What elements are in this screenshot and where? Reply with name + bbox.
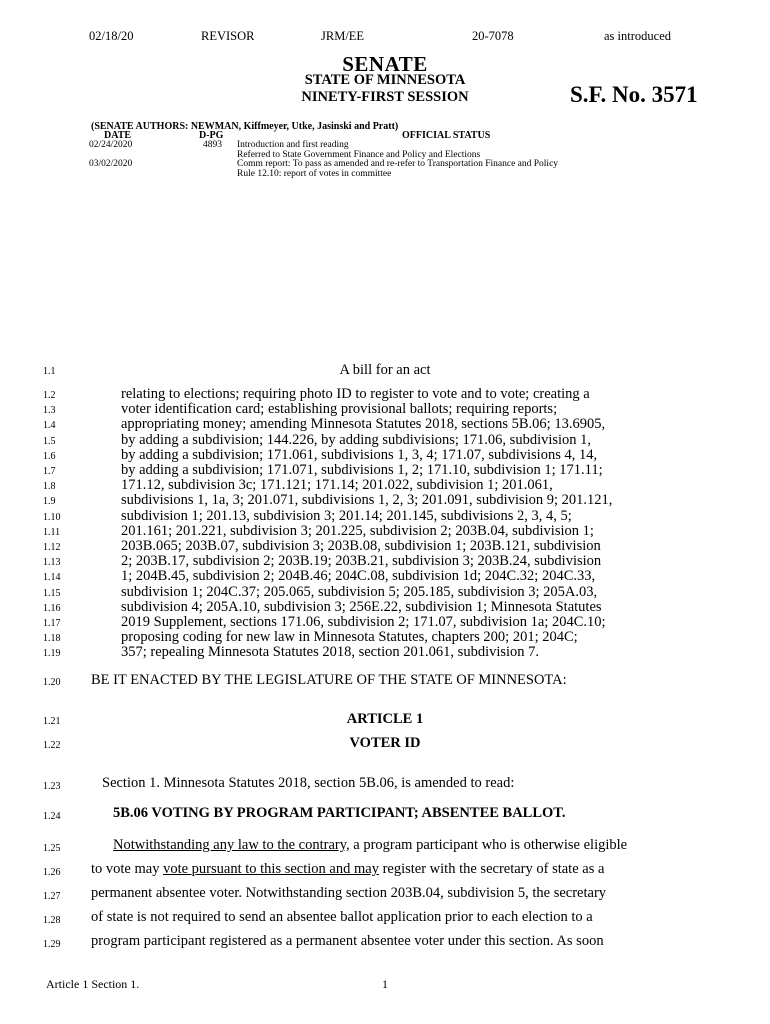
line-number: 1.1 [43,366,56,377]
description-line: 201.161; 201.221, subdivision 3; 201.225, subdivision 2; 203B.04, subdivision 1; [121,522,594,539]
chamber-title: SENATE [342,52,428,76]
body-line [113,837,627,854]
line-number: 1.11 [43,526,61,538]
description-line: relating to elections; requiring photo ID to register to vote and to vote; creating a [121,386,590,402]
description-line: 1; 204B.45, subdivision 2; 204B.46; 204C.08, subdivision 1d; 204C.32; 204C.33, [121,568,596,585]
status-entry-date: 03/02/2020 [89,159,133,169]
body-text: register with the secretary of state as a [378,861,605,877]
header-doc-id: 20-7078 [472,29,514,43]
status-entry-line: Referred to State Government Finance and Policy and Elections [237,150,481,160]
description-line: 2019 Supplement, sections 171.06, subdivision 2; 171.07, subdivision 1a; 204C.10; [121,614,606,630]
status-col-date: DATE [104,130,132,141]
line-number: 1.22 [43,740,61,751]
description-line: subdivisions 1, 1a, 3; 201.071, subdivisions 1, 2, 3; 201.091, subdivision 9; 201.121, [121,492,613,509]
status-entry-dpg: 4893 [203,140,222,150]
description-line: 171.12, subdivision 3c; 171.121; 171.14; 201.022, subdivision 1; 201.061, [121,477,553,494]
status-entry-date: 02/24/2020 [89,140,133,150]
line-number: 1.12 [43,542,61,553]
line-number: 1.23 [43,781,61,792]
line-number: 1.7 [43,466,56,477]
line-number: 1.10 [43,511,61,523]
line-number: 1.24 [43,811,61,822]
footer-section-ref: Article 1 Section 1. [46,977,140,991]
line-number: 1.21 [43,716,61,727]
line-number: 1.4 [43,420,56,432]
line-number: 1.28 [43,915,61,926]
description-line: subdivision 1; 201.13, subdivision 3; 201.14; 201.145, subdivisions 2, 3, 4, 5; [121,507,572,524]
status-entry-line: Comm report: To pass as amended and re-refer to Transportation Finance and Policy [237,159,559,169]
line-number: 1.2 [43,390,56,401]
section-heading: 5B.06 VOTING BY PROGRAM PARTICIPANT; ABSENTEE BALLOT. [113,805,566,821]
inserted-text: Notwithstanding any law to the contrary, [113,837,350,853]
state-title: STATE OF MINNESOTA [304,72,466,88]
header-version: as introduced [604,29,671,43]
line-number: 1.19 [43,648,61,660]
description-line: appropriating money; amending Minnesota Statutes 2018, sections 5B.06; 13.6905, [121,416,606,433]
description-line: 2; 203B.17, subdivision 2; 203B.19; 203B.21, subdivision 3; 203B.24, subdivision [121,553,602,570]
line-number: 1.27 [43,891,61,902]
article-heading: ARTICLE 1 [346,711,424,727]
line-number: 1.17 [43,618,61,629]
bill-number: S.F. No. 3571 [570,82,698,107]
header-date: 02/18/20 [89,29,134,43]
line-number: 1.8 [43,481,56,493]
line-number: 1.18 [43,633,61,645]
line-number: 1.25 [43,843,61,854]
description-line: voter identification card; establishing provisional ballots; requiring reports; [121,401,558,418]
senate-authors: (SENATE AUTHORS: NEWMAN, Kiffmeyer, Utke, Jasinski and Pratt) [91,121,399,132]
status-entry-line: Rule 12.10: report of votes in committee [237,169,392,179]
inserted-text: vote pursuant to this section and may [163,861,379,877]
body-text: a program participant who is otherwise eligible [349,837,628,853]
header-drafter: JRM/EE [321,29,365,43]
body-line: of state is not required to send an absentee ballot application prior to each election to a [91,909,593,925]
enacting-clause: BE IT ENACTED BY THE LEGISLATURE OF THE STATE OF MINNESOTA: [91,672,567,688]
line-number: 1.3 [43,405,56,417]
line-number: 1.14 [43,572,61,584]
line-number: 1.29 [43,939,61,950]
status-col-dpg: D-PG [199,130,224,141]
line-number: 1.9 [43,496,56,508]
description-line: by adding a subdivision; 171.071, subdivisions 1, 2; 171.10, subdivision 1; 171.11; [121,462,603,478]
line-number: 1.16 [43,602,61,614]
description-line: subdivision 1; 204C.37; 205.065, subdivision 5; 205.185, subdivision 3; 205A.03, [121,583,598,600]
status-col-official: OFFICIAL STATUS [402,130,491,141]
section-intro: Section 1. Minnesota Statutes 2018, section 5B.06, is amended to read: [102,775,515,791]
description-line: subdivision 4; 205A.10, subdivision 3; 256E.22, subdivision 1; Minnesota Statutes [121,598,602,615]
description-line: by adding a subdivision; 144.226, by adding subdivisions; 171.06, subdivision 1, [121,431,592,448]
status-entry-line: Introduction and first reading [237,140,349,150]
body-line: program participant registered as a permanent absentee voter under this section. As soon [91,933,604,949]
line-number: 1.26 [43,867,61,878]
line-number: 1.20 [43,677,61,688]
header-office: REVISOR [201,29,255,43]
body-line [91,861,604,878]
line-number: 1.6 [43,450,56,462]
body-text: to vote may [91,861,164,877]
line-number: 1.15 [43,587,61,599]
session-title: NINETY-FIRST SESSION [301,89,469,105]
bill-title: A bill for an act [339,362,431,378]
line-number: 1.5 [43,435,56,447]
description-line: 203B.065; 203B.07, subdivision 3; 203B.08, subdivision 1; 203B.121, subdivision [121,538,601,554]
body-line: permanent absentee voter. Notwithstanding section 203B.04, subdivision 5, the secretary [91,885,607,901]
description-line: 357; repealing Minnesota Statutes 2018, section 201.061, subdivision 7. [121,644,540,661]
description-line: by adding a subdivision; 171.061, subdivisions 1, 3, 4; 171.07, subdivisions 4, 14, [121,446,598,463]
article-title: VOTER ID [349,735,421,751]
line-number: 1.13 [43,557,61,569]
page-number: 1 [382,977,388,991]
description-line: proposing coding for new law in Minnesota Statutes, chapters 200; 201; 204C; [121,629,578,646]
